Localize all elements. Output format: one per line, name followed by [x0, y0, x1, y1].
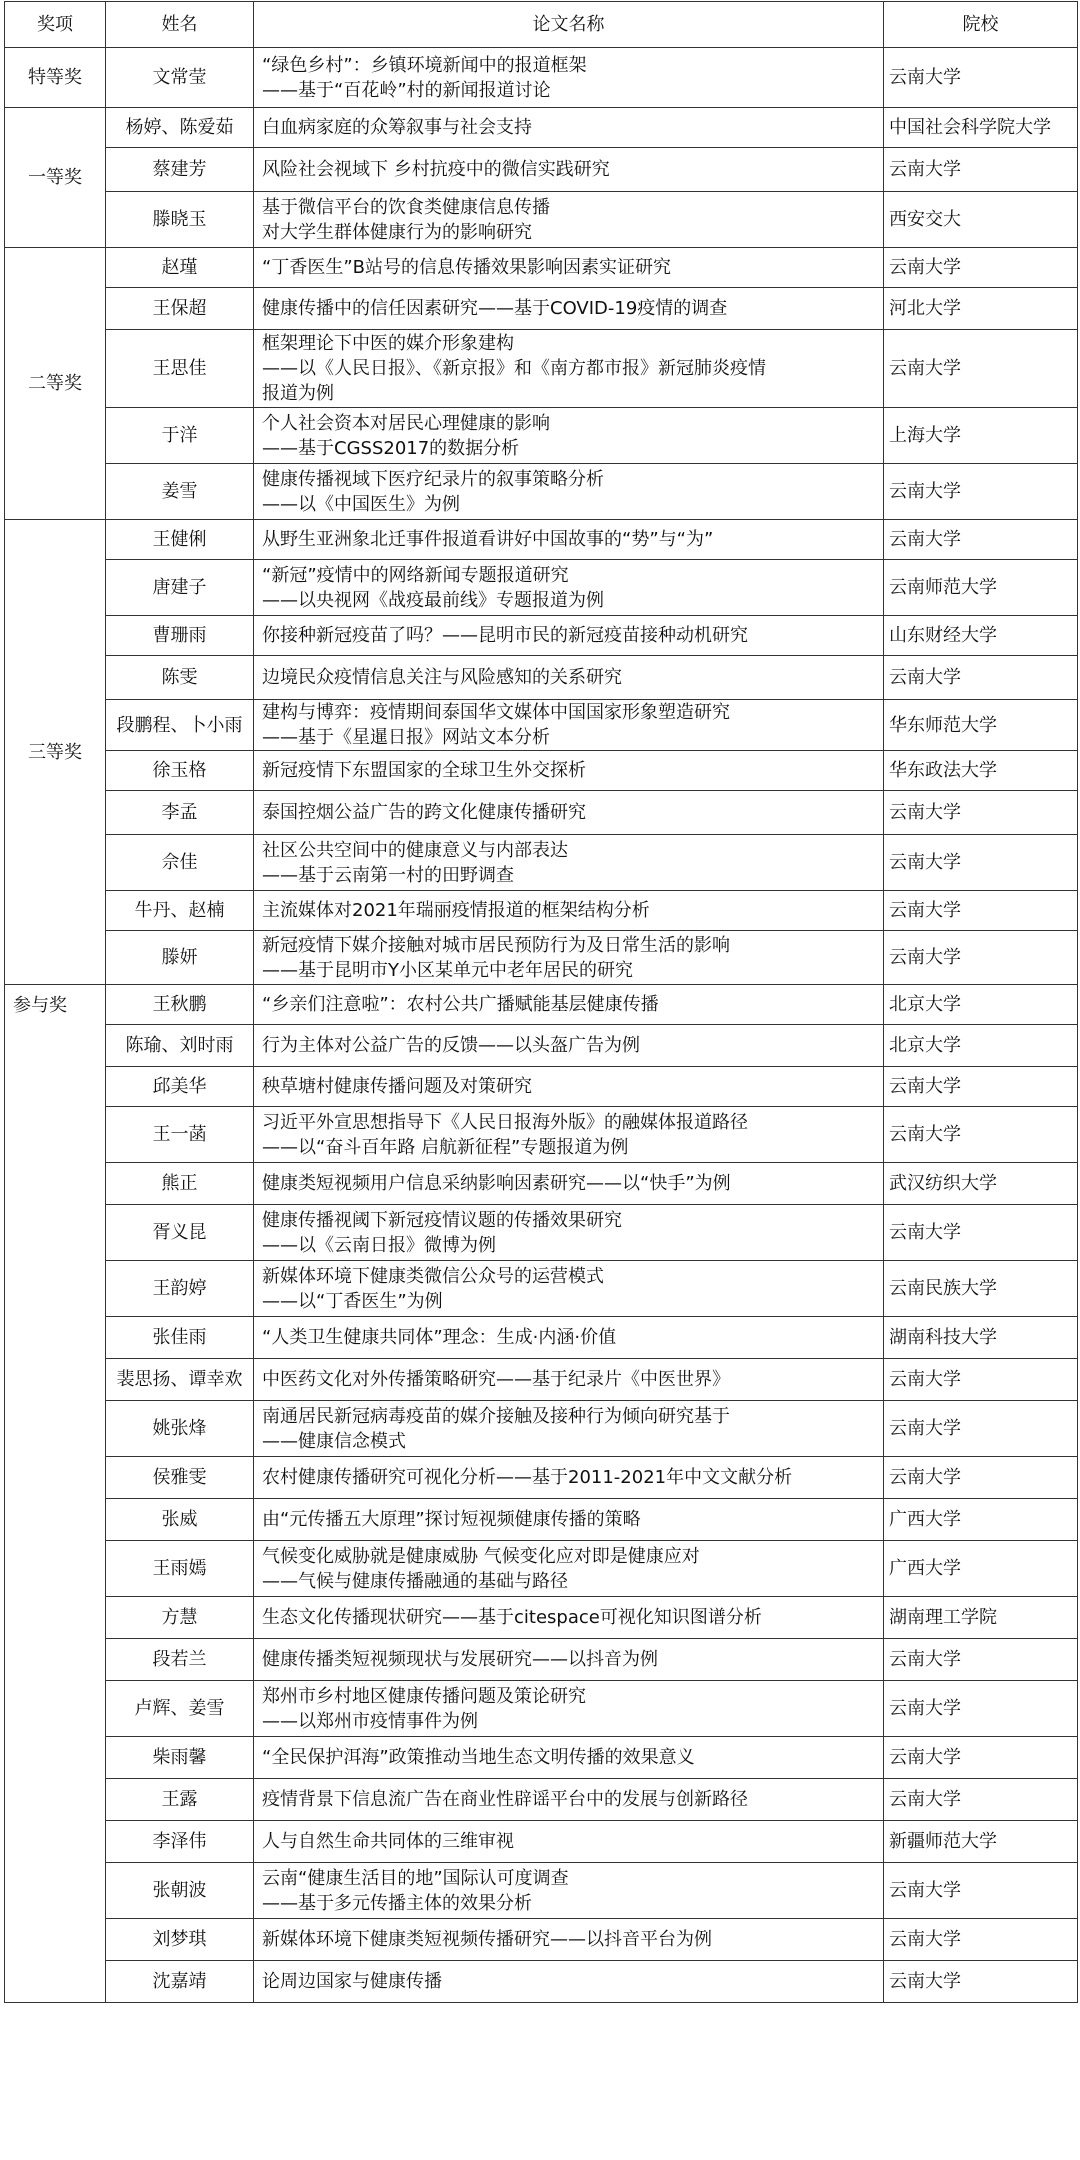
school-cell: 云南大学	[884, 835, 1078, 891]
school-cell: 云南大学	[884, 1205, 1078, 1261]
school-cell: 云南大学	[884, 330, 1078, 408]
paper-title-line: 社区公共空间中的健康意义与内部表达	[262, 839, 568, 861]
paper-title-line: “绿色乡村”：乡镇环境新闻中的报道框架	[262, 54, 587, 76]
paper-title-line: 主流媒体对2021年瑞丽疫情报道的框架结构分析	[262, 900, 650, 921]
school-cell: 云南大学	[884, 464, 1078, 520]
paper-title-line: 生态文化传播现状研究——基于citespace可视化知识图谱分析	[262, 1607, 762, 1628]
paper-title-line: “乡亲们注意啦”：农村公共广播赋能基层健康传播	[262, 994, 659, 1015]
author-cell: 邱美华	[106, 1067, 254, 1107]
paper-title-cell	[254, 408, 884, 464]
table-row	[5, 1261, 1078, 1317]
school-cell: 华东师范大学	[884, 700, 1078, 751]
paper-title-line: ——气候与健康传播融通的基础与路径	[262, 1570, 568, 1592]
paper-title-cell	[254, 1681, 884, 1737]
table-row	[5, 1821, 1078, 1863]
paper-title-line: ——以《云南日报》微博为例	[262, 1234, 496, 1256]
paper-title-line: 人与自然生命共同体的三维审视	[262, 1831, 514, 1852]
author-cell: 王露	[106, 1779, 254, 1821]
author-cell: 柴雨馨	[106, 1737, 254, 1779]
school-cell: 云南大学	[884, 656, 1078, 700]
paper-title-line: 新媒体环境下健康类微信公众号的运营模式	[262, 1265, 604, 1287]
paper-title-cell	[254, 1499, 884, 1541]
table-row	[5, 108, 1078, 148]
school-cell: 云南大学	[884, 1401, 1078, 1457]
table-row	[5, 248, 1078, 288]
paper-title-line: “新冠”疫情中的网络新闻专题报道研究	[262, 564, 569, 586]
table-row	[5, 288, 1078, 330]
table-body	[5, 48, 1078, 2003]
author-cell: 沈嘉靖	[106, 1961, 254, 2003]
author-cell: 杨婷、陈爱茹	[106, 108, 254, 148]
school-cell: 云南大学	[884, 791, 1078, 835]
paper-title-cell	[254, 1597, 884, 1639]
paper-title-line: 对大学生群体健康行为的影响研究	[262, 221, 532, 243]
school-cell: 云南大学	[884, 1779, 1078, 1821]
paper-title-cell	[254, 1317, 884, 1359]
author-cell: 佘佳	[106, 835, 254, 891]
table-row	[5, 616, 1078, 656]
school-cell: 上海大学	[884, 408, 1078, 464]
school-cell: 云南大学	[884, 248, 1078, 288]
school-cell: 云南大学	[884, 148, 1078, 192]
paper-title-line: 中医药文化对外传播策略研究——基于纪录片《中医世界》	[262, 1369, 730, 1390]
author-cell: 赵瑾	[106, 248, 254, 288]
paper-title-cell	[254, 1401, 884, 1457]
school-cell: 云南大学	[884, 1681, 1078, 1737]
paper-title-line: 健康传播中的信任因素研究——基于COVID-19疫情的调查	[262, 298, 728, 319]
paper-title-line: “全民保护洱海”政策推动当地生态文明传播的效果意义	[262, 1747, 695, 1768]
school-cell: 云南大学	[884, 48, 1078, 108]
paper-title-cell	[254, 985, 884, 1025]
paper-title-line: 健康传播视域下医疗纪录片的叙事策略分析	[262, 468, 604, 490]
paper-title-cell	[254, 1457, 884, 1499]
table-row	[5, 1863, 1078, 1919]
paper-title-line: 健康类短视频用户信息采纳影响因素研究——以“快手”为例	[262, 1173, 731, 1194]
school-cell: 云南大学	[884, 891, 1078, 931]
table-row	[5, 1163, 1078, 1205]
author-cell: 段若兰	[106, 1639, 254, 1681]
header-school: 院校	[884, 2, 1078, 48]
paper-title-line: 白血病家庭的众筹叙事与社会支持	[262, 117, 532, 138]
table-row	[5, 1779, 1078, 1821]
paper-title-line: 行为主体对公益广告的反馈——以头盔广告为例	[262, 1035, 640, 1056]
table-row	[5, 1205, 1078, 1261]
table-row	[5, 891, 1078, 931]
paper-title-line: ——以“丁香医生”为例	[262, 1290, 443, 1312]
paper-title-line: ——以《人民日报》、《新京报》和《南方都市报》新冠肺炎疫情	[262, 358, 766, 379]
school-cell: 云南大学	[884, 1107, 1078, 1163]
table-row	[5, 1597, 1078, 1639]
paper-title-cell	[254, 1067, 884, 1107]
table-row	[5, 1499, 1078, 1541]
paper-title-cell	[254, 192, 884, 248]
author-cell: 王雨嫣	[106, 1541, 254, 1597]
table-row	[5, 560, 1078, 616]
paper-title-cell	[254, 1359, 884, 1401]
table-row	[5, 1457, 1078, 1499]
author-cell: 裴思扬、谭幸欢	[106, 1359, 254, 1401]
author-cell: 张威	[106, 1499, 254, 1541]
paper-title-cell	[254, 751, 884, 791]
paper-title-line: 南通居民新冠病毒疫苗的媒介接触及接种行为倾向研究基于	[262, 1405, 730, 1427]
school-cell: 云南大学	[884, 1961, 1078, 2003]
paper-title-line: 气候变化威胁就是健康威胁 气候变化应对即是健康应对	[262, 1545, 700, 1567]
author-cell: 蔡建芳	[106, 148, 254, 192]
paper-title-cell	[254, 1541, 884, 1597]
paper-title-cell	[254, 1863, 884, 1919]
table-row	[5, 48, 1078, 108]
school-cell: 广西大学	[884, 1499, 1078, 1541]
table-row	[5, 1961, 1078, 2003]
school-cell: 云南民族大学	[884, 1261, 1078, 1317]
table-row	[5, 1359, 1078, 1401]
award-cell: 三等奖	[5, 520, 106, 985]
paper-title-cell	[254, 330, 884, 408]
table-row	[5, 1107, 1078, 1163]
paper-title-line: 论周边国家与健康传播	[262, 1971, 442, 1992]
table-row	[5, 408, 1078, 464]
author-cell: 胥义昆	[106, 1205, 254, 1261]
school-cell: 湖南科技大学	[884, 1317, 1078, 1359]
paper-title-line: 疫情背景下信息流广告在商业性辟谣平台中的发展与创新路径	[262, 1789, 748, 1810]
author-cell: 侯雅雯	[106, 1457, 254, 1499]
paper-title-line: 健康传播类短视频现状与发展研究——以抖音为例	[262, 1649, 658, 1670]
paper-title-line: “人类卫生健康共同体”理念：生成·内涵·价值	[262, 1327, 617, 1348]
paper-title-line: ——基于云南第一村的田野调查	[262, 864, 514, 886]
paper-title-line: ——以《中国医生》为例	[262, 493, 460, 515]
paper-title-line: 个人社会资本对居民心理健康的影响	[262, 412, 550, 434]
paper-title-cell	[254, 248, 884, 288]
paper-title-line: 秧草塘村健康传播问题及对策研究	[262, 1076, 532, 1097]
paper-title-cell	[254, 835, 884, 891]
paper-title-cell	[254, 1025, 884, 1067]
table-row	[5, 751, 1078, 791]
award-cell: 一等奖	[5, 108, 106, 248]
author-cell: 曹珊雨	[106, 616, 254, 656]
school-cell: 北京大学	[884, 1025, 1078, 1067]
header-award: 奖项	[5, 2, 106, 48]
paper-title-cell	[254, 560, 884, 616]
author-cell: 陈雯	[106, 656, 254, 700]
paper-title-cell	[254, 791, 884, 835]
paper-title-cell	[254, 288, 884, 330]
table-row	[5, 1067, 1078, 1107]
paper-title-line: 习近平外宣思想指导下《人民日报海外版》的融媒体报道路径	[262, 1111, 748, 1133]
paper-title-line: 新冠疫情下东盟国家的全球卫生外交探析	[262, 760, 586, 781]
school-cell: 云南师范大学	[884, 560, 1078, 616]
paper-title-cell	[254, 1205, 884, 1261]
author-cell: 熊正	[106, 1163, 254, 1205]
paper-title-cell	[254, 1919, 884, 1961]
school-cell: 山东财经大学	[884, 616, 1078, 656]
paper-title-line: 新冠疫情下媒介接触对城市居民预防行为及日常生活的影响	[262, 934, 730, 956]
table-row	[5, 1681, 1078, 1737]
paper-title-cell	[254, 520, 884, 560]
table-row	[5, 148, 1078, 192]
header-title: 论文名称	[254, 2, 884, 48]
paper-title-line: ——健康信念模式	[262, 1430, 406, 1452]
table-row	[5, 464, 1078, 520]
school-cell: 云南大学	[884, 1359, 1078, 1401]
paper-title-line: ——以央视网《战疫最前线》专题报道为例	[262, 589, 604, 611]
school-cell: 广西大学	[884, 1541, 1078, 1597]
author-cell: 徐玉格	[106, 751, 254, 791]
author-cell: 李泽伟	[106, 1821, 254, 1863]
table-row	[5, 791, 1078, 835]
paper-title-cell	[254, 1639, 884, 1681]
school-cell: 中国社会科学院大学	[884, 108, 1078, 148]
paper-title-line: ——以郑州市疫情事件为例	[262, 1710, 478, 1732]
school-cell: 北京大学	[884, 985, 1078, 1025]
school-cell: 武汉纺织大学	[884, 1163, 1078, 1205]
paper-title-cell	[254, 1163, 884, 1205]
award-table	[4, 1, 1078, 2003]
paper-title-line: 从野生亚洲象北迁事件报道看讲好中国故事的“势”与“为”	[262, 529, 714, 550]
paper-title-line: ——以“奋斗百年路 启航新征程”专题报道为例	[262, 1136, 629, 1158]
author-cell: 王思佳	[106, 330, 254, 408]
paper-title-line: 农村健康传播研究可视化分析——基于2011-2021年中文文献分析	[262, 1467, 793, 1488]
paper-title-line: 建构与博弈：疫情期间泰国华文媒体中国国家形象塑造研究	[262, 702, 730, 723]
school-cell: 湖南理工学院	[884, 1597, 1078, 1639]
paper-title-cell	[254, 464, 884, 520]
paper-title-cell	[254, 108, 884, 148]
school-cell: 云南大学	[884, 1067, 1078, 1107]
paper-title-line: 泰国控烟公益广告的跨文化健康传播研究	[262, 802, 586, 823]
paper-title-cell	[254, 1737, 884, 1779]
author-cell: 王保超	[106, 288, 254, 330]
paper-title-cell	[254, 48, 884, 108]
paper-title-cell	[254, 1961, 884, 2003]
author-cell: 张佳雨	[106, 1317, 254, 1359]
header-row	[5, 2, 1078, 48]
paper-title-line: 云南“健康生活目的地”国际认可度调查	[262, 1867, 569, 1889]
table-row	[5, 192, 1078, 248]
school-cell: 云南大学	[884, 1639, 1078, 1681]
author-cell: 王秋鹏	[106, 985, 254, 1025]
paper-title-cell	[254, 700, 884, 751]
paper-title-cell	[254, 148, 884, 192]
paper-title-line: ——基于多元传播主体的效果分析	[262, 1892, 532, 1914]
paper-title-cell	[254, 1107, 884, 1163]
author-cell: 王一菡	[106, 1107, 254, 1163]
table-row	[5, 1639, 1078, 1681]
school-cell: 云南大学	[884, 520, 1078, 560]
table-row	[5, 520, 1078, 560]
author-cell: 姜雪	[106, 464, 254, 520]
paper-title-line: “丁香医生”B站号的信息传播效果影响因素实证研究	[262, 257, 671, 278]
author-cell: 文常莹	[106, 48, 254, 108]
school-cell: 云南大学	[884, 931, 1078, 985]
paper-title-cell	[254, 1779, 884, 1821]
paper-title-line: ——基于昆明市Y小区某单元中老年居民的研究	[262, 959, 633, 981]
table-row	[5, 1919, 1078, 1961]
paper-title-cell	[254, 931, 884, 985]
author-cell: 滕妍	[106, 931, 254, 985]
author-cell: 牛丹、赵楠	[106, 891, 254, 931]
author-cell: 王健俐	[106, 520, 254, 560]
paper-title-line: 框架理论下中医的媒介形象建构	[262, 333, 514, 354]
award-cell: 二等奖	[5, 248, 106, 520]
table-row	[5, 700, 1078, 751]
paper-title-line: ——基于《星暹日报》网站文本分析	[262, 727, 550, 748]
author-cell: 刘梦琪	[106, 1919, 254, 1961]
paper-title-line: 郑州市乡村地区健康传播问题及策论研究	[262, 1685, 586, 1707]
paper-title-cell	[254, 1821, 884, 1863]
paper-title-line: 新媒体环境下健康类短视频传播研究——以抖音平台为例	[262, 1929, 712, 1950]
author-cell: 方慧	[106, 1597, 254, 1639]
table-row	[5, 985, 1078, 1025]
table-row	[5, 1317, 1078, 1359]
author-cell: 李孟	[106, 791, 254, 835]
author-cell: 陈瑜、刘时雨	[106, 1025, 254, 1067]
school-cell: 西安交大	[884, 192, 1078, 248]
author-cell: 唐建子	[106, 560, 254, 616]
table-row	[5, 656, 1078, 700]
header-name: 姓名	[106, 2, 254, 48]
author-cell: 姚张烽	[106, 1401, 254, 1457]
table-row	[5, 1401, 1078, 1457]
table-row	[5, 1025, 1078, 1067]
paper-title-line: 边境民众疫情信息关注与风险感知的关系研究	[262, 667, 622, 688]
school-cell: 云南大学	[884, 1863, 1078, 1919]
paper-title-line: 健康传播视阈下新冠疫情议题的传播效果研究	[262, 1209, 622, 1231]
table-row	[5, 330, 1078, 408]
author-cell: 滕晓玉	[106, 192, 254, 248]
school-cell: 云南大学	[884, 1737, 1078, 1779]
paper-title-line: ——基于CGSS2017的数据分析	[262, 437, 520, 459]
table-row	[5, 1737, 1078, 1779]
paper-title-cell	[254, 891, 884, 931]
paper-title-line: 风险社会视域下 乡村抗疫中的微信实践研究	[262, 159, 610, 180]
paper-title-line: 你接种新冠疫苗了吗？——昆明市民的新冠疫苗接种动机研究	[262, 625, 748, 646]
school-cell: 云南大学	[884, 1919, 1078, 1961]
paper-title-line: 由“元传播五大原理”探讨短视频健康传播的策略	[262, 1509, 641, 1530]
paper-title-cell	[254, 656, 884, 700]
award-cell: 参与奖	[5, 985, 106, 2003]
school-cell: 新疆师范大学	[884, 1821, 1078, 1863]
author-cell: 王韵婷	[106, 1261, 254, 1317]
table-row	[5, 931, 1078, 985]
author-cell: 段鹏程、卜小雨	[106, 700, 254, 751]
school-cell: 华东政法大学	[884, 751, 1078, 791]
award-cell: 特等奖	[5, 48, 106, 108]
author-cell: 于洋	[106, 408, 254, 464]
paper-title-cell	[254, 1261, 884, 1317]
school-cell: 河北大学	[884, 288, 1078, 330]
paper-title-line: ——基于“百花岭”村的新闻报道讨论	[262, 79, 551, 101]
paper-title-line: 报道为例	[262, 383, 334, 404]
author-cell: 张朝波	[106, 1863, 254, 1919]
table-row	[5, 1541, 1078, 1597]
author-cell: 卢辉、姜雪	[106, 1681, 254, 1737]
school-cell: 云南大学	[884, 1457, 1078, 1499]
paper-title-cell	[254, 616, 884, 656]
table-row	[5, 835, 1078, 891]
paper-title-line: 基于微信平台的饮食类健康信息传播	[262, 196, 550, 218]
